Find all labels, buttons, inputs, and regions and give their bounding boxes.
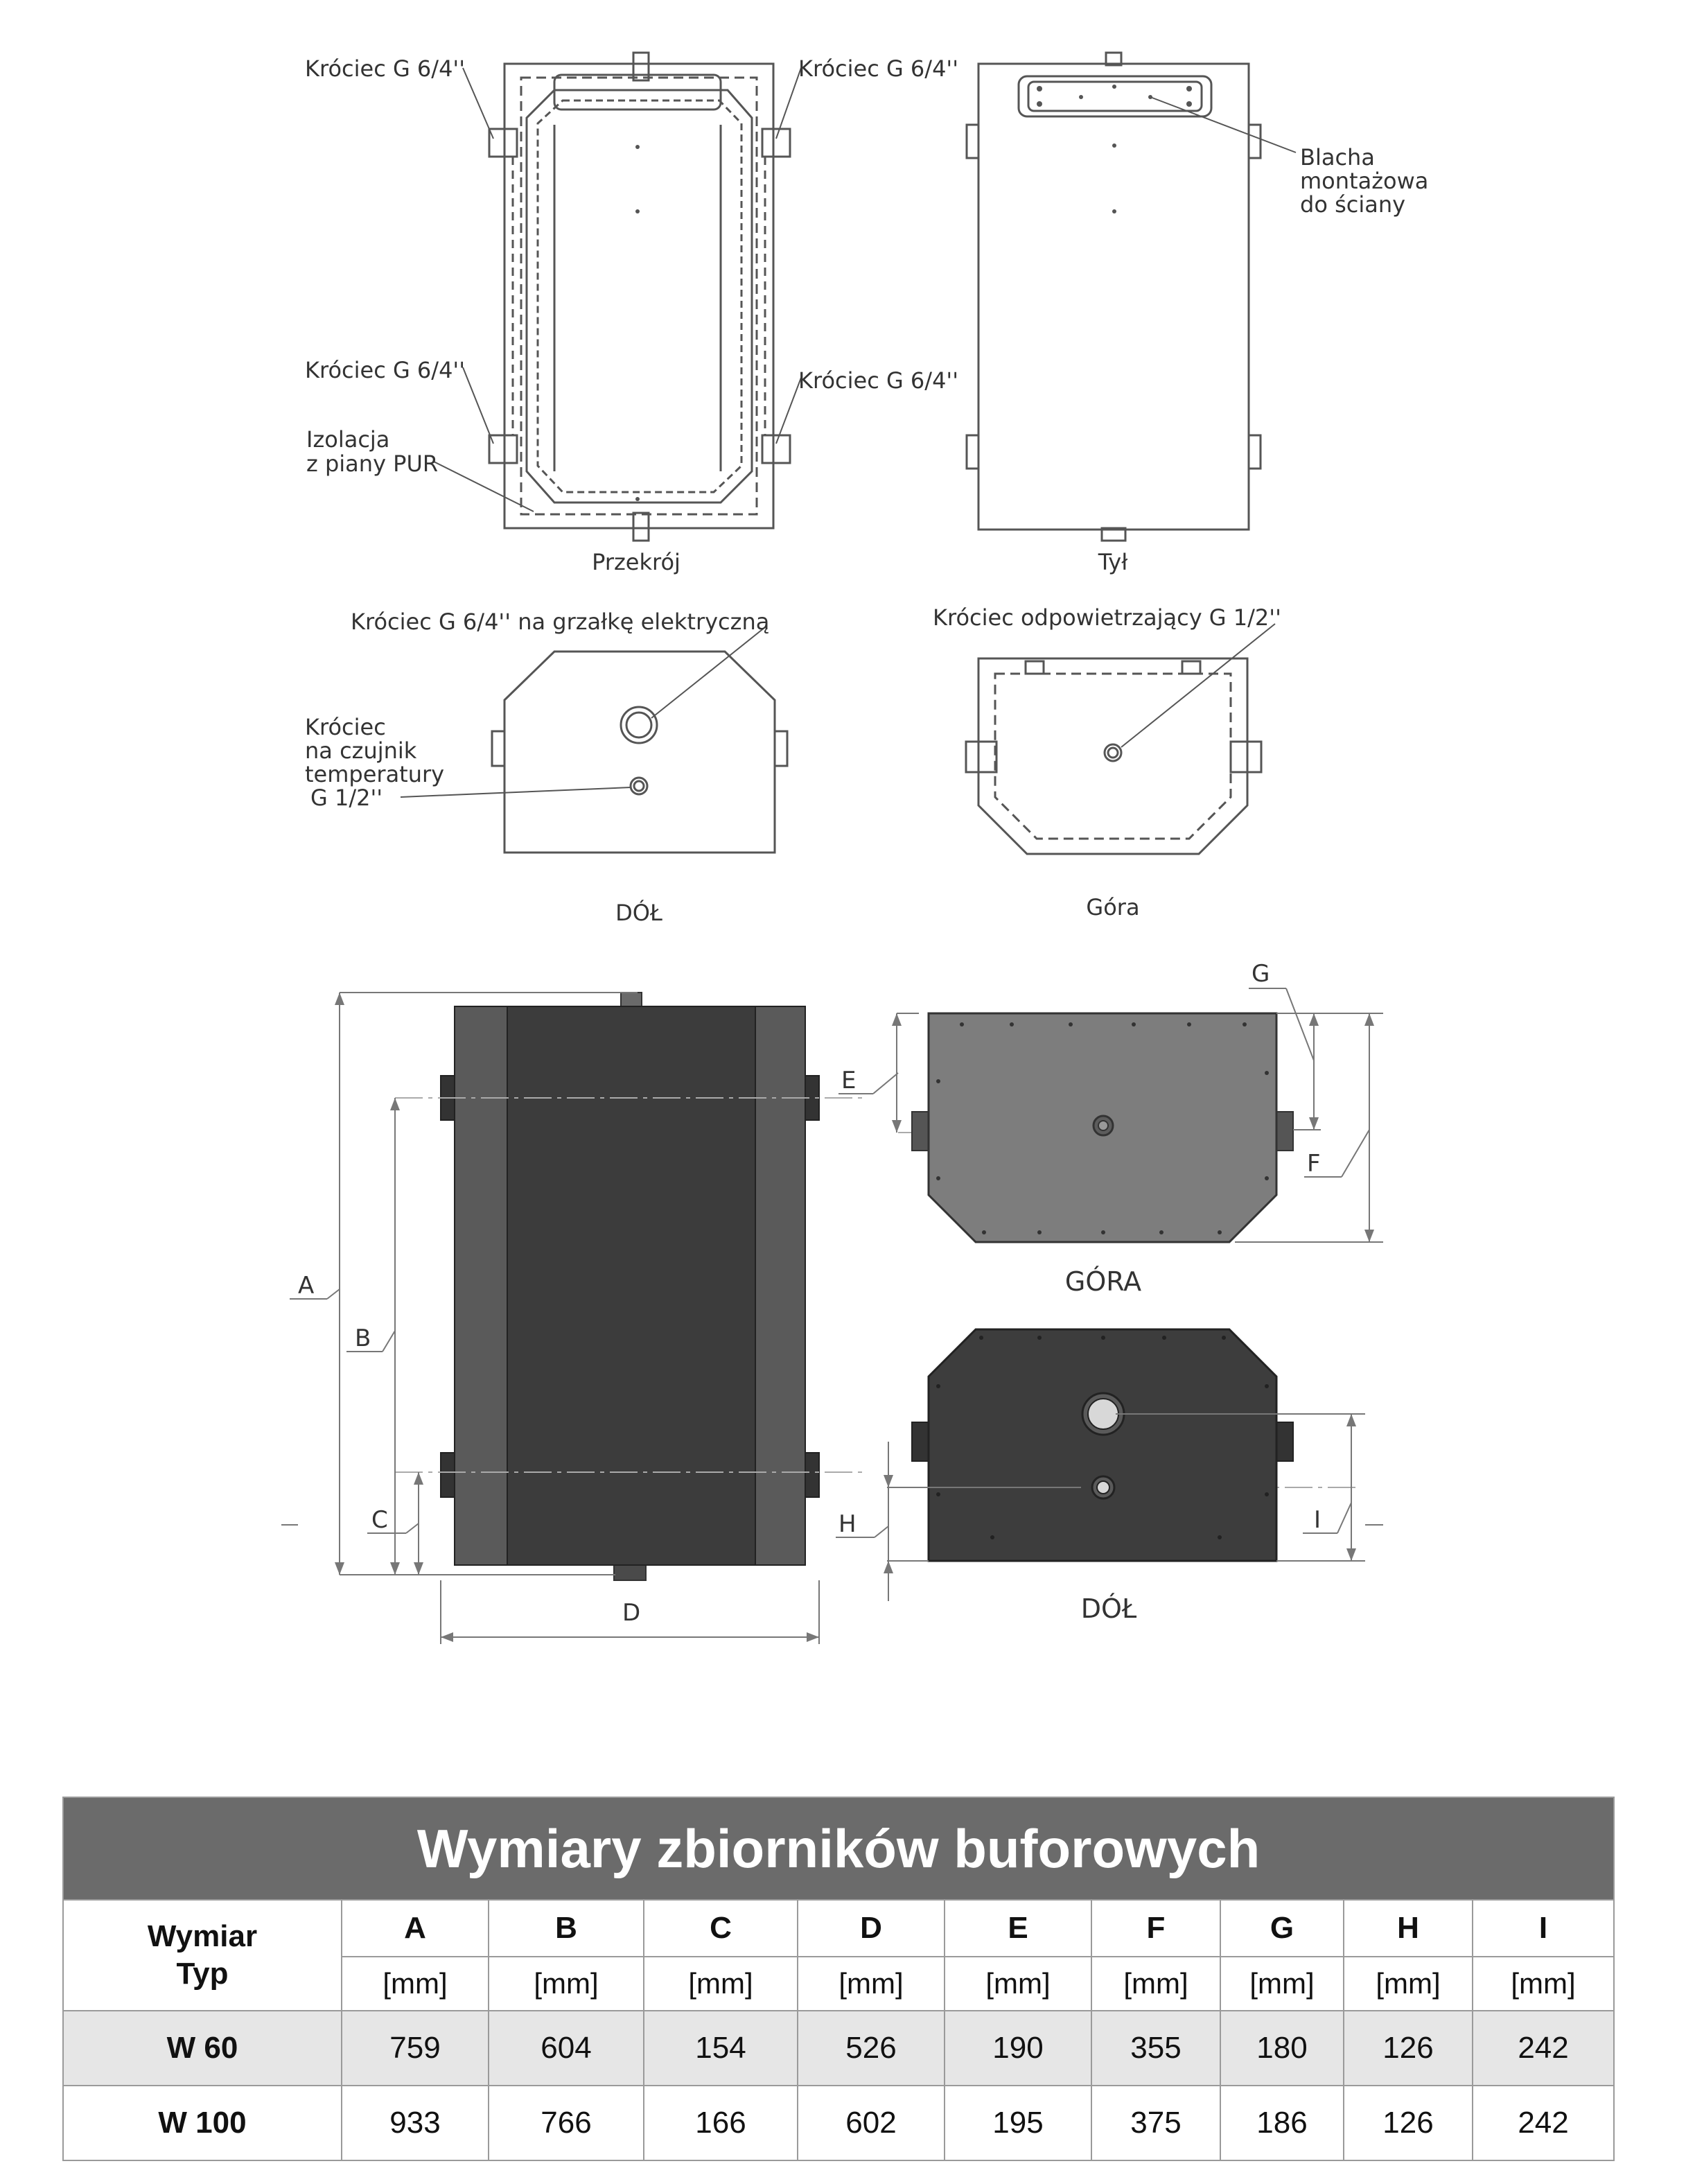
- table-cell: 154: [644, 2011, 798, 2086]
- table-cell: 759: [342, 2011, 489, 2086]
- table-row: [63, 2011, 1614, 2086]
- dim-c-letter: C: [371, 1506, 388, 1534]
- table-cell: 766: [489, 2086, 644, 2160]
- dimensions-table: [62, 1797, 1615, 2161]
- table-cell: 190: [945, 2011, 1091, 2086]
- bottom-view-small: [492, 652, 787, 853]
- column-header: G: [1220, 1900, 1344, 1957]
- table-cell: 195: [945, 2086, 1091, 2160]
- table-cell: 602: [798, 2086, 945, 2160]
- column-header: H: [1344, 1900, 1473, 1957]
- krociec-label-tl: Króciec G 6/4'': [305, 55, 466, 82]
- rear-view: [967, 53, 1261, 541]
- izolacja-label-1: Izolacja: [306, 426, 390, 453]
- table-cell: 126: [1344, 2086, 1473, 2160]
- unit-cell: [mm]: [798, 1957, 945, 2011]
- row-type-cell: W 60: [63, 2011, 342, 2086]
- unit-cell: [mm]: [1344, 1957, 1473, 2011]
- corner-label-typ: Typ: [176, 1957, 229, 1991]
- table-cell: 180: [1220, 2011, 1344, 2086]
- dim-h-letter: H: [838, 1510, 857, 1538]
- bottom-view-3d: [912, 1329, 1293, 1561]
- column-header: F: [1091, 1900, 1220, 1957]
- table-cell: 186: [1220, 2086, 1344, 2160]
- czujnik-label-4: G 1/2'': [310, 785, 383, 811]
- unit-cell: [mm]: [945, 1957, 1091, 2011]
- przekroj-caption: Przekrój: [592, 549, 680, 575]
- dim-d-letter: D: [622, 1599, 641, 1627]
- czujnik-label-3: temperatury: [305, 761, 445, 787]
- top-view-small: [966, 658, 1261, 854]
- czujnik-label-2: na czujnik: [305, 737, 417, 764]
- dol-small-caption: DÓŁ: [615, 900, 662, 926]
- table-cell: 355: [1091, 2011, 1220, 2086]
- column-header: C: [644, 1900, 798, 1957]
- table-cell: 242: [1473, 2011, 1614, 2086]
- unit-cell: [mm]: [1091, 1957, 1220, 2011]
- section-view: [489, 53, 790, 541]
- column-header: I: [1473, 1900, 1614, 1957]
- table-title: Wymiary zbiorników buforowych: [63, 1797, 1614, 1900]
- column-header: A: [342, 1900, 489, 1957]
- blacha-label-1: Blacha: [1300, 144, 1375, 171]
- unit-cell: [mm]: [644, 1957, 798, 2011]
- table-cell: 166: [644, 2086, 798, 2160]
- blacha-label-3: do ściany: [1300, 191, 1406, 218]
- table-cell: 526: [798, 2011, 945, 2086]
- corner-label-wymiar: Wymiar: [147, 1919, 258, 1953]
- column-header: D: [798, 1900, 945, 1957]
- dol-big-caption: DÓŁ: [1080, 1593, 1137, 1624]
- table-row: [63, 2086, 1614, 2160]
- front-view-3d: [441, 993, 819, 1580]
- table-header-row: [63, 1900, 1614, 1957]
- unit-cell: [mm]: [1220, 1957, 1344, 2011]
- krociec-label-br: Króciec G 6/4'': [798, 367, 959, 394]
- table-cell: 242: [1473, 2086, 1614, 2160]
- table-cell: 126: [1344, 2011, 1473, 2086]
- czujnik-label-1: Króciec: [305, 714, 386, 740]
- table-cell: 375: [1091, 2086, 1220, 2160]
- table-cell: 933: [342, 2086, 489, 2160]
- column-header: B: [489, 1900, 644, 1957]
- dim-b-letter: B: [355, 1325, 371, 1352]
- blacha-label-2: montażowa: [1300, 168, 1429, 194]
- izolacja-label-2: z piany PUR: [306, 451, 439, 477]
- unit-cell: [mm]: [342, 1957, 489, 2011]
- gora-big-caption: GÓRA: [1064, 1266, 1142, 1297]
- unit-cell: [mm]: [489, 1957, 644, 2011]
- top-view-3d: [912, 1013, 1293, 1242]
- unit-cell: [mm]: [1473, 1957, 1614, 2011]
- column-header: E: [945, 1900, 1091, 1957]
- dim-e-letter: E: [841, 1067, 857, 1094]
- dim-i-letter: I: [1314, 1506, 1321, 1534]
- odpowietrzajacy-label: Króciec odpowietrzający G 1/2'': [933, 604, 1281, 631]
- tyl-caption: Tył: [1098, 549, 1128, 575]
- grzalka-label: Króciec G 6/4'' na grzałkę elektryczną: [351, 609, 770, 635]
- table-cell: 604: [489, 2011, 644, 2086]
- table-corner-cell: [63, 1900, 342, 2011]
- krociec-label-tr: Króciec G 6/4'': [798, 55, 959, 82]
- dim-f-letter: F: [1307, 1150, 1321, 1178]
- gora-small-caption: Góra: [1086, 894, 1140, 920]
- dim-a-letter: A: [298, 1272, 315, 1300]
- row-type-cell: W 100: [63, 2086, 342, 2160]
- krociec-label-bl: Króciec G 6/4'': [305, 357, 466, 383]
- dim-g-letter: G: [1252, 960, 1270, 988]
